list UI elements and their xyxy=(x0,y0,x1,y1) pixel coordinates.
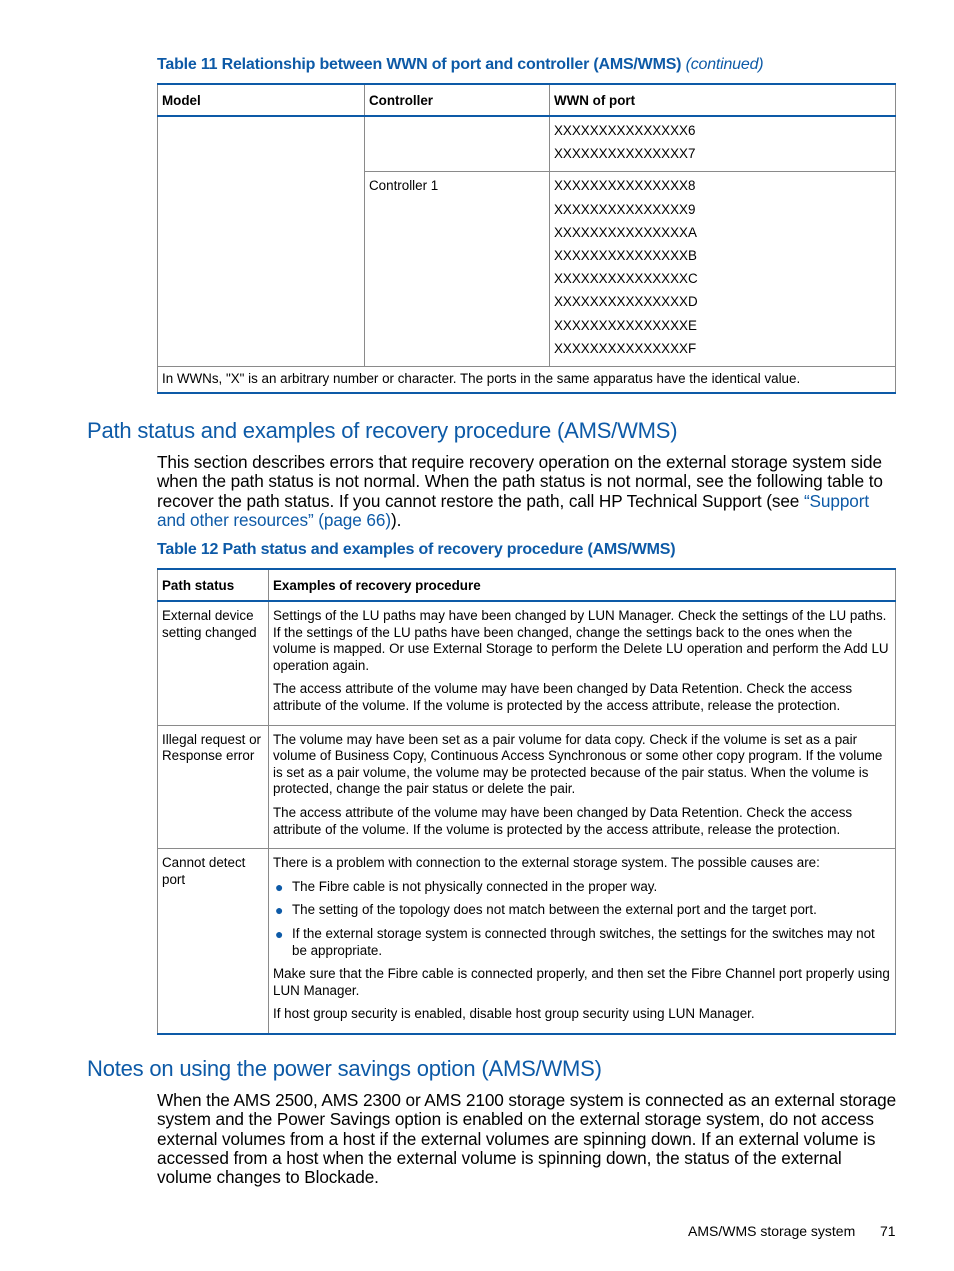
table-12-caption: Table 12 Path status and examples of recovery procedure (AMS/WMS) xyxy=(157,541,676,558)
section-heading-path-status: Path status and examples of recovery procedure (AMS/WMS) xyxy=(87,418,678,443)
bullet-icon: ● xyxy=(275,925,284,942)
table-row xyxy=(158,116,896,172)
table-11-caption-text: Table 11 Relationship between WWN of port and controller (AMS/WMS) xyxy=(157,56,682,73)
wwn-value: XXXXXXXXXXXXXXXA xyxy=(554,224,697,240)
table-11-header-controller: Controller xyxy=(365,84,550,116)
bullet-icon: ● xyxy=(275,902,284,919)
table-11-wwn-cell xyxy=(550,116,896,172)
table-11-caption-suffix: (continued) xyxy=(685,56,764,73)
list-item xyxy=(273,926,891,959)
wwn-value: XXXXXXXXXXXXXXXD xyxy=(554,294,698,310)
table-11-note-row xyxy=(158,366,896,393)
procedure-paragraph: The access attribute of the volume may have been changed by Data Retention. Check the access attribute of the volume. If the volume is protected by the access attribute, release the protection. xyxy=(273,804,853,837)
recovery-procedure-cell xyxy=(269,725,896,849)
path-status-cell: External device setting changed xyxy=(158,601,269,725)
list-item-text: The setting of the topology does not match between the external port and the target port. xyxy=(292,902,817,918)
list-item-text: If the external storage system is connected through switches, the settings for the switches may not be appropriate. xyxy=(292,925,875,958)
table-11-header-model: Model xyxy=(158,84,365,116)
procedure-paragraph: The volume may have been set as a pair volume for data copy. Check if the volume is set as a pair volume of Business Copy, Continuous Access Synchronous or some other copy program. If the volume is set as a pair volume, the volume may be protected because of the pair status. When the volume is protected, change the pair status or delete the pair. xyxy=(273,731,883,797)
procedure-paragraph: Make sure that the Fibre cable is connected properly, and then set the Fibre Channel port properly using LUN Manager. xyxy=(273,966,890,998)
page-number: 71 xyxy=(880,1223,896,1239)
list-item xyxy=(273,902,891,919)
wwn-value: XXXXXXXXXXXXXXX6 xyxy=(554,123,696,138)
table-11-note: In WWNs, "X" is an arbitrary number or character. The ports in the same apparatus have the identical value. xyxy=(158,366,896,393)
table-12-header-status: Path status xyxy=(158,569,269,601)
list-item-text: The Fibre cable is not physically connected in the proper way. xyxy=(292,878,658,894)
table-row xyxy=(158,849,896,1034)
controller-name: Controller 1 xyxy=(369,178,439,194)
table-12-header-examples: Examples of recovery procedure xyxy=(269,569,896,601)
table-11-header-wwn: WWN of port xyxy=(550,84,896,116)
section-paragraph: When the AMS 2500, AMS 2300 or AMS 2100 storage system is connected as an external storage system and the Power Savings option is enabled on the external storage system, do not access external volumes from a host if the external volumes are spinning down. If an external volume is accessed from a host when the external volume is spinning down, the status of the external volume changes to Blockade. xyxy=(157,1090,897,1188)
recovery-procedure-cell xyxy=(269,849,896,1034)
procedure-paragraph: If host group security is enabled, disable host group security using LUN Manager. xyxy=(273,1006,755,1022)
paragraph-text: This section describes errors that require recovery operation on the external storage system side when the path status is not normal. When the path status is not normal, see the following table to recover the path status. If you cannot restore the path, call HP Technical Support (see xyxy=(157,452,883,511)
table-11-caption xyxy=(157,56,763,74)
table-11 xyxy=(157,83,896,394)
procedure-paragraph: There is a problem with connection to the external storage system. The possible causes are: xyxy=(273,855,820,871)
table-11-model-cell xyxy=(158,116,365,366)
footer-title: AMS/WMS storage system xyxy=(688,1223,856,1239)
wwn-value: XXXXXXXXXXXXXXXF xyxy=(554,340,697,356)
procedure-paragraph: Settings of the LU paths may have been changed by LUN Manager. Check the settings of the LU paths. If the settings of the LU paths have been changed, change the settings back to the ones when the volume is mapped. Or use External Storage to perform the Delete LU operation and perform the Add LU operation again. xyxy=(273,608,889,673)
procedure-paragraph: The access attribute of the volume may have been changed by Data Retention. Check the access attribute of the volume. If the volume is protected by the access attribute, release the protection. xyxy=(273,681,853,713)
bullet-icon: ● xyxy=(275,878,284,895)
table-11-controller-cell xyxy=(365,116,550,172)
table-row xyxy=(158,601,896,725)
section-heading-power-savings: Notes on using the power savings option (AMS/WMS) xyxy=(87,1056,602,1081)
support-resources-link[interactable]: “Support and other resources” (page 66) xyxy=(157,490,870,530)
path-status-cell: Cannot detect port xyxy=(158,849,269,1034)
path-status-cell: Illegal request or Response error xyxy=(158,725,269,849)
table-12 xyxy=(157,568,896,1035)
list-item xyxy=(273,879,891,896)
wwn-value: XXXXXXXXXXXXXXXE xyxy=(554,317,697,333)
wwn-value: XXXXXXXXXXXXXXX9 xyxy=(554,201,696,217)
table-11-controller-cell xyxy=(365,172,550,367)
cause-list xyxy=(273,879,891,959)
wwn-value: XXXXXXXXXXXXXXX8 xyxy=(554,178,696,194)
table-12-header-row xyxy=(158,569,896,601)
paragraph-text-end: ). xyxy=(390,509,402,530)
table-11-wwn-cell xyxy=(550,172,896,367)
wwn-value: XXXXXXXXXXXXXXXB xyxy=(554,247,697,263)
recovery-procedure-cell xyxy=(269,601,896,725)
wwn-value: XXXXXXXXXXXXXXXC xyxy=(554,271,698,287)
table-row xyxy=(158,725,896,849)
table-11-header-row xyxy=(158,84,896,116)
wwn-value: XXXXXXXXXXXXXXX7 xyxy=(554,146,696,162)
section-paragraph xyxy=(157,453,897,530)
